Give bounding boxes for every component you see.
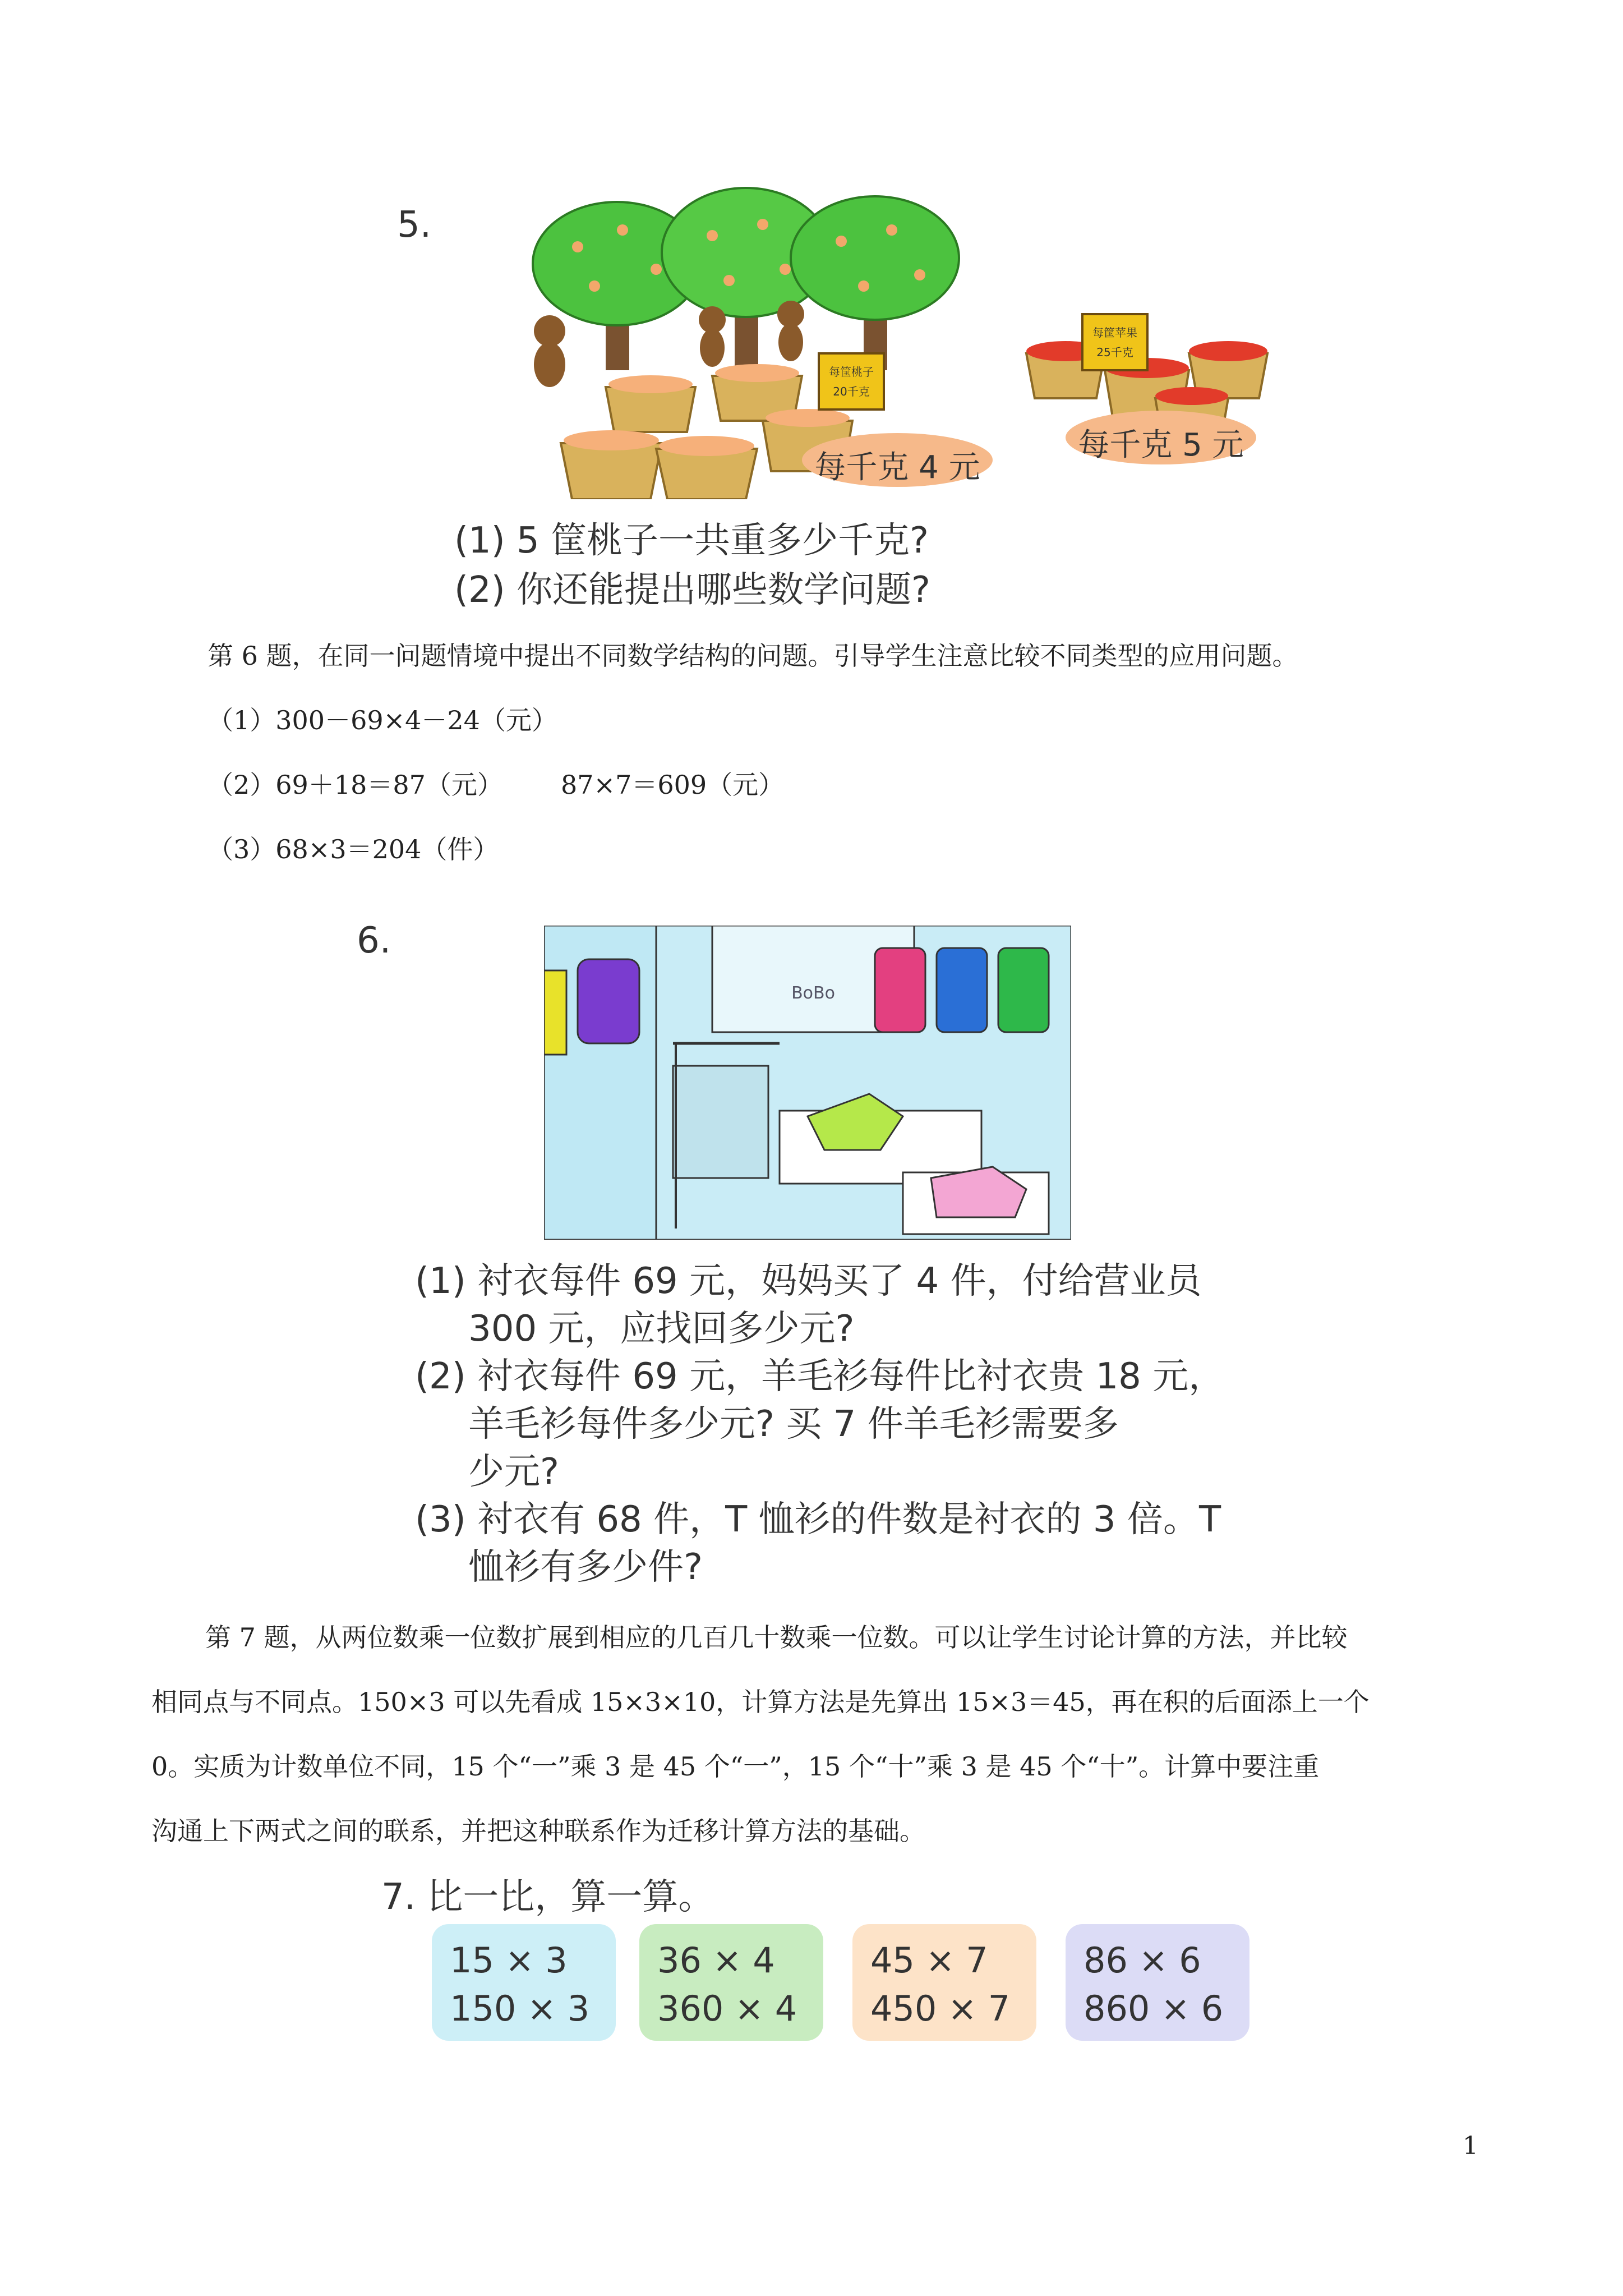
problem-6-q1-line2: 300 元，应找回多少元? [468,1308,855,1350]
calc-box-1-top: 15 × 3 [450,1940,568,1981]
notes-6-answer-1: （1）300－69×4－24（元） [208,705,557,735]
figure-problem-7 [370,1868,1279,2070]
notes-6-intro: 第 6 题，在同一问题情境中提出不同数学结构的问题。引导学生注意比较不同类型的应用问题。 [208,641,1298,671]
calc-box-2-bottom: 360 × 4 [657,1988,797,2029]
calc-box-1 [432,1924,616,2041]
clothing-store-illustration [544,926,1071,1240]
problem-6-q2-line2: 羊毛衫每件多少元? 买 7 件羊毛衫需要多 [468,1404,1119,1445]
problem-6-q1-line1: (1) 衬衣每件 69 元，妈妈买了 4 件，付给营业员 [415,1260,1202,1302]
notes-7-line1: 第 7 题，从两位数乘一位数扩展到相应的几百几十数乘一位数。可以让学生讨论计算的方法，并比较 [205,1622,1348,1653]
notes-7-line4: 沟通上下两式之间的联系，并把这种联系作为迁移计算方法的基础。 [151,1816,925,1846]
notes-6-answer-3: （3）68×3＝204（件） [208,834,499,864]
tree-icon [533,188,959,370]
calc-box-4 [1066,1924,1249,2041]
svg-text:每筐苹果: 每筐苹果 [1092,326,1137,339]
svg-text:20千克: 20千克 [833,385,870,398]
problem-5-number: 5. [397,204,432,246]
problem-6-q2-line3: 少元? [468,1451,559,1493]
calc-box-3-bottom: 450 × 7 [870,1988,1011,2029]
calc-box-1-bottom: 150 × 3 [450,1988,590,2029]
apple-price-label: 每千克 5 元 [1078,427,1244,463]
problem-5-question-1: (1) 5 筐桃子一共重多少千克? [454,520,929,562]
svg-text:每筐桃子: 每筐桃子 [829,365,874,379]
store-sign-text: BoBo [791,983,835,1003]
figure-problem-5 [393,185,1301,623]
page-number: 1 [1463,2132,1478,2160]
problem-6-q3-line1: (3) 衬衣有 68 件，T 恤衫的件数是衬衣的 3 倍。T [415,1499,1221,1540]
svg-text:25千克: 25千克 [1096,346,1133,359]
problem-6-number: 6. [357,920,391,961]
notes-6-answer-2a: （2）69＋18＝87（元） [208,770,503,800]
calc-box-2-top: 36 × 4 [657,1940,775,1981]
calc-box-4-bottom: 860 × 6 [1083,1988,1224,2029]
problem-6-q3-line2: 恤衫有多少件? [468,1547,703,1588]
notes-7-line2: 相同点与不同点。150×3 可以先看成 15×3×10，计算方法是先算出 15×3＝45，再在积的后面添上一个 [151,1687,1370,1717]
problem-7-title: 7. 比一比，算一算。 [381,1876,714,1918]
peach-price-label: 每千克 4 元 [814,449,980,486]
notes-7-line3: 0。实质为计数单位不同，15 个“一”乘 3 是 45 个“一”，15 个“十”乘 3 是 45 个“十”。计算中要注重 [151,1751,1320,1782]
calc-box-2 [639,1924,823,2041]
calc-box-3 [852,1924,1036,2041]
problem-5-question-2: (2) 你还能提出哪些数学问题? [454,569,930,611]
calc-box-3-top: 45 × 7 [870,1940,988,1981]
calc-box-4-top: 86 × 6 [1083,1940,1201,1981]
problem-6-q2-line1: (2) 衬衣每件 69 元，羊毛衫每件比衬衣贵 18 元， [415,1356,1225,1397]
peach-weight-sign [819,353,884,409]
apple-weight-sign [1082,314,1147,370]
notes-6-answer-2b: 87×7＝609（元） [561,770,785,800]
figure-problem-6 [348,909,1245,1593]
